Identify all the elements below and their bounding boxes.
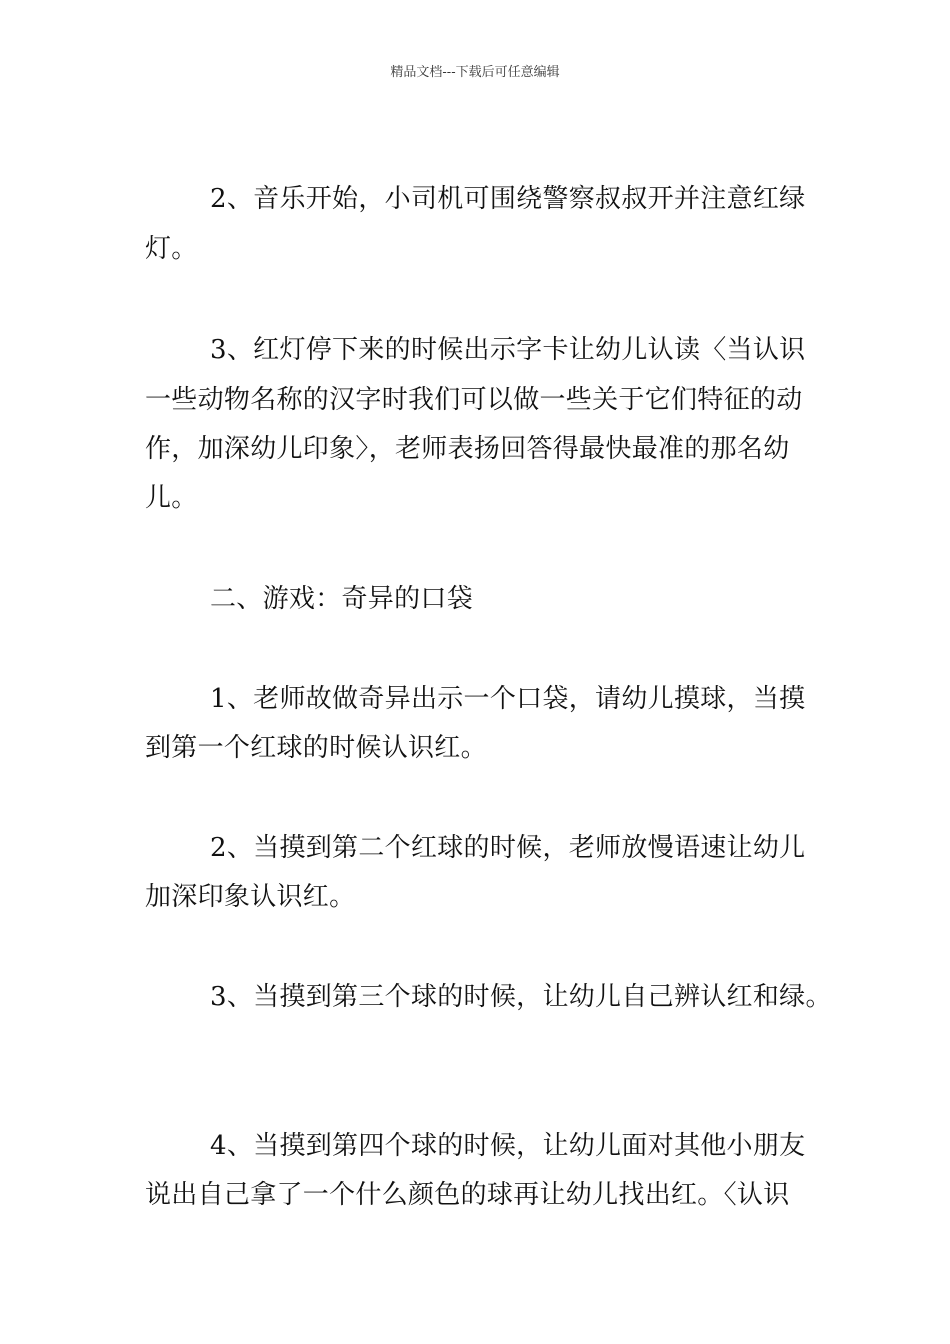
paragraph-5-line-1: 3、当摸到第三个球的时候，让幼儿自己辨认红和绿。 (210, 982, 832, 1012)
paragraph-1-line-2: 灯。 (145, 234, 198, 264)
paragraph-2-line-3: 作，加深幼儿印象〉，老师表扬回答得最快最准的那名幼 (145, 434, 790, 464)
section-heading: 二、游戏：奇异的口袋 (210, 584, 474, 614)
paragraph-1-line-1: 2、音乐开始，小司机可围绕警察叔叔开并注意红绿 (210, 184, 806, 214)
paragraph-4-line-1: 2、当摸到第二个红球的时候，老师放慢语速让幼儿 (210, 833, 806, 863)
paragraph-2-line-1: 3、红灯停下来的时候出示字卡让幼儿认读〈当认识 (210, 335, 806, 365)
paragraph-3-line-2: 到第一个红球的时候认识红。 (145, 733, 487, 763)
paragraph-2-line-4: 儿。 (145, 483, 198, 513)
paragraph-6-line-2: 说出自己拿了一个什么颜色的球再让幼儿找出红。〈认识 (145, 1180, 790, 1210)
paragraph-6-line-1: 4、当摸到第四个球的时候，让幼儿面对其他小朋友 (210, 1131, 806, 1161)
page-header: 精品文档---下载后可任意编辑 (390, 65, 560, 80)
paragraph-4-line-2: 加深印象认识红。 (145, 882, 356, 912)
paragraph-2-line-2: 一些动物名称的汉字时我们可以做一些关于它们特征的动 (145, 385, 803, 415)
paragraph-3-line-1: 1、老师故做奇异出示一个口袋，请幼儿摸球，当摸 (210, 684, 806, 714)
